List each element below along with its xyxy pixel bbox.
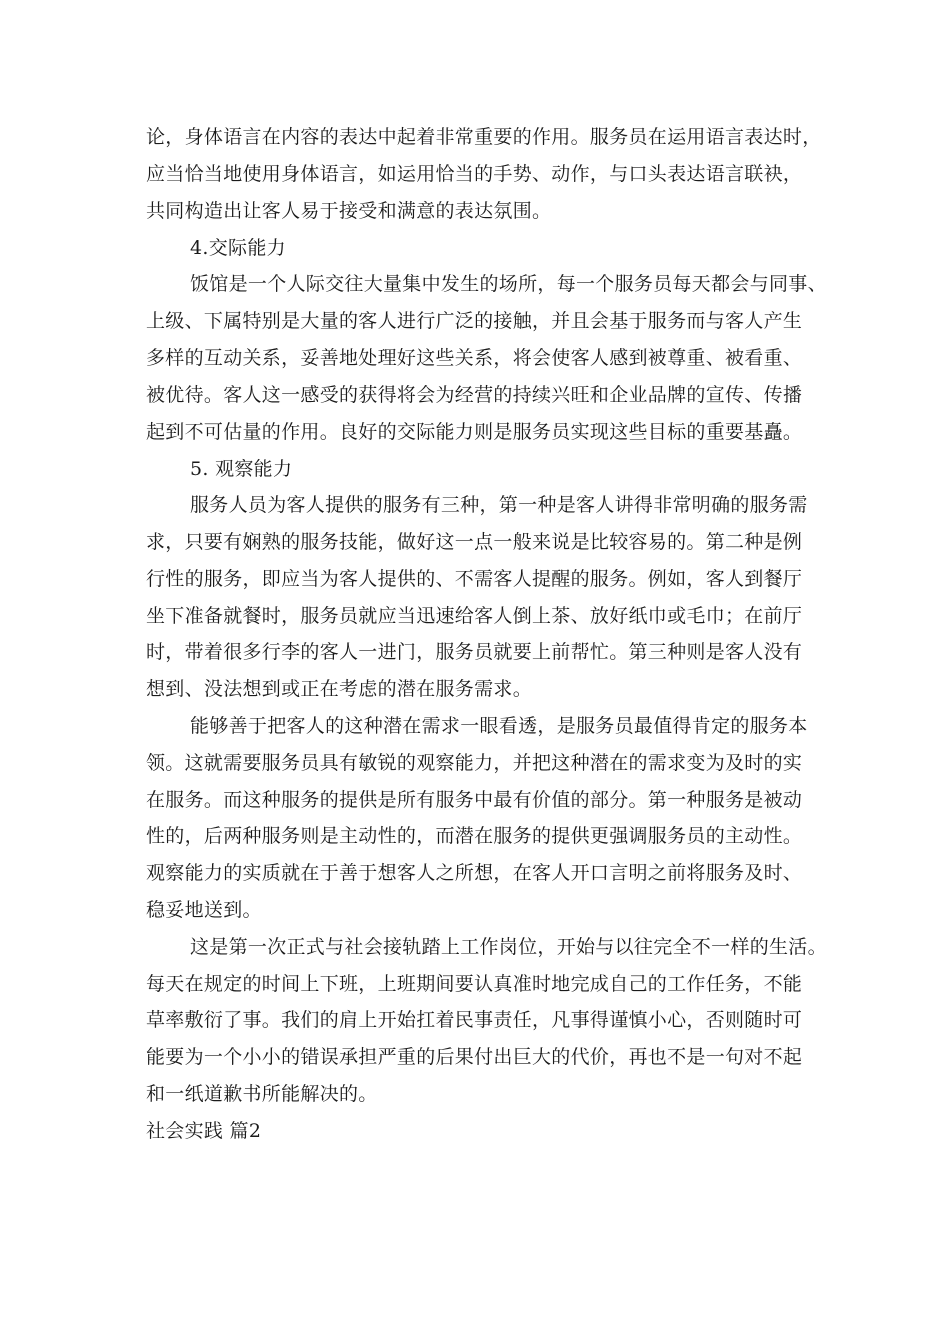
text-line: 共同构造出让客人易于接受和满意的表达氛围。 xyxy=(146,200,552,222)
text-line: 在服务。而这种服务的提供是所有服务中最有价值的部分。第一种服务是被动 xyxy=(146,789,803,811)
text-line: 观察能力的实质就在于善于想客人之所想，在客人开口言明之前将服务及时、 xyxy=(146,862,803,884)
text-line: 服务人员为客人提供的服务有三种，第一种是客人讲得非常明确的服务需 xyxy=(190,494,808,516)
text-line: 想到、没法想到或正在考虑的潜在服务需求。 xyxy=(146,678,533,700)
text-line: 每天在规定的时间上下班，上班期间要认真准时地完成自己的工作任务，不能 xyxy=(146,973,803,995)
text-line: 被优待。客人这一感受的获得将会为经营的持续兴旺和企业品牌的宣传、传播 xyxy=(146,384,803,406)
text-line: 起到不可估量的作用。良好的交际能力则是服务员实现这些目标的重要基矗。 xyxy=(146,421,803,443)
section-title: 社会实践 篇2 xyxy=(146,1120,262,1142)
text-line: 饭馆是一个人际交往大量集中发生的场所，每一个服务员每天都会与同事、 xyxy=(190,273,827,295)
text-line: 和一纸道歉书所能解决的。 xyxy=(146,1083,378,1105)
section-heading: 4.交际能力 xyxy=(190,237,286,259)
text-line: 稳妥地送到。 xyxy=(146,899,262,921)
text-line: 行性的服务，即应当为客人提供的、不需客人提醒的服务。例如，客人到餐厅 xyxy=(146,568,803,590)
text-line: 这是第一次正式与社会接轨踏上工作岗位，开始与以往完全不一样的生活。 xyxy=(190,936,827,958)
text-line: 论，身体语言在内容的表达中起着非常重要的作用。服务员在运用语言表达时， xyxy=(146,126,822,148)
text-line: 性的，后两种服务则是主动性的，而潜在服务的提供更强调服务员的主动性。 xyxy=(146,825,803,847)
text-line: 坐下准备就餐时，服务员就应当迅速给客人倒上茶、放好纸巾或毛巾；在前厅 xyxy=(146,605,803,627)
text-line: 求，只要有娴熟的服务技能，做好这一点一般来说是比较容易的。第二种是例 xyxy=(146,531,803,553)
text-line: 领。这就需要服务员具有敏锐的观察能力，并把这种潜在的需求变为及时的实 xyxy=(146,752,803,774)
text-line: 能要为一个小小的错误承担严重的后果付出巨大的代价，再也不是一句对不起 xyxy=(146,1046,803,1068)
text-line: 草率敷衍了事。我们的肩上开始扛着民事责任，凡事得谨慎小心，否则随时可 xyxy=(146,1009,803,1031)
text-line: 能够善于把客人的这种潜在需求一眼看透，是服务员最值得肯定的服务本 xyxy=(190,715,808,737)
section-heading: 5. 观察能力 xyxy=(190,458,293,480)
text-line: 时，带着很多行李的客人一进门，服务员就要上前帮忙。第三种则是客人没有 xyxy=(146,641,803,663)
text-line: 应当恰当地使用身体语言，如运用恰当的手势、动作，与口头表达语言联袂， xyxy=(146,163,803,185)
text-line: 上级、下属特别是大量的客人进行广泛的接触，并且会基于服务而与客人产生 xyxy=(146,310,803,332)
text-line: 多样的互动关系，妥善地处理好这些关系，将会使客人感到被尊重、被看重、 xyxy=(146,347,803,369)
